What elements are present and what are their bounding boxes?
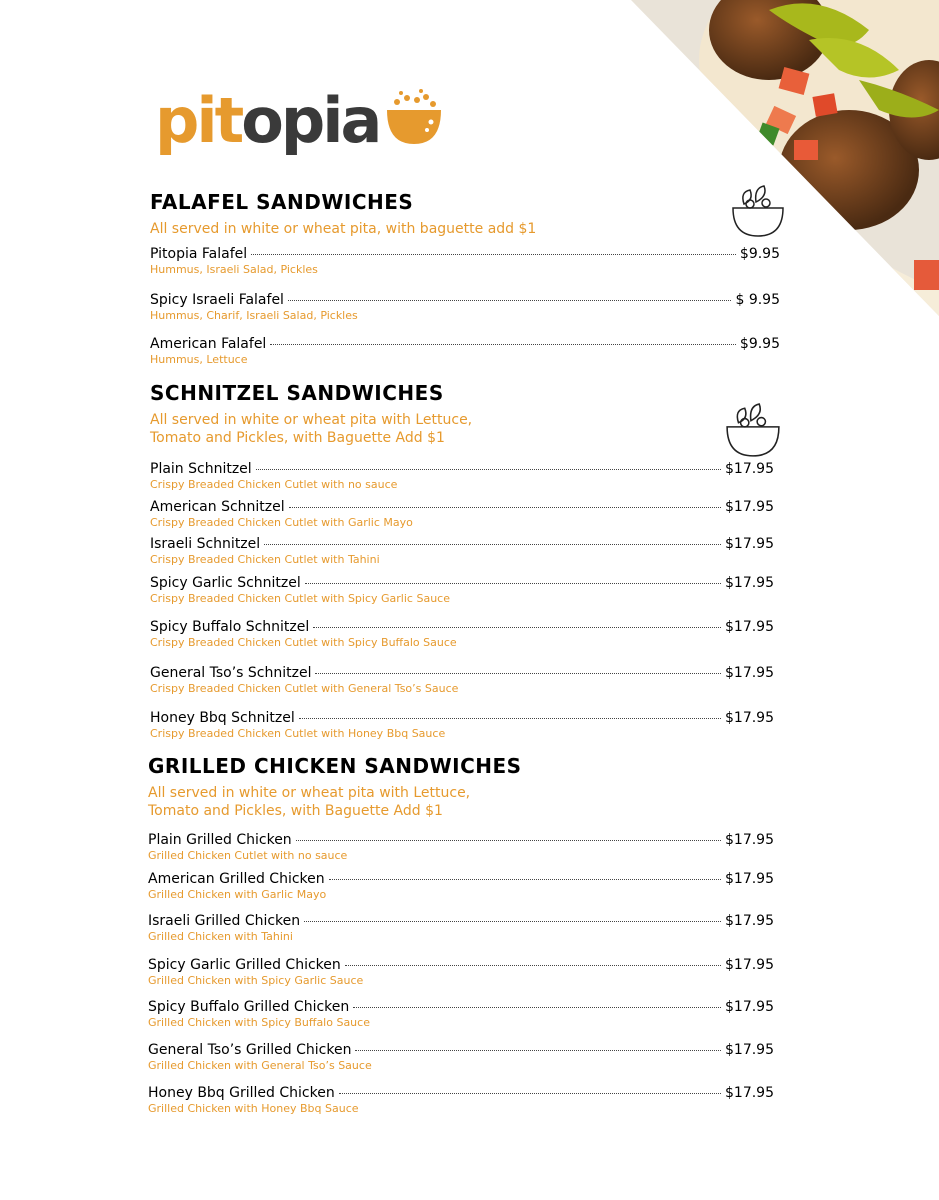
menu-item [150,619,774,649]
section-title: FALAFEL SANDWICHES [150,190,414,214]
dot-leader [270,344,736,345]
item-price: $17.95 [725,499,774,515]
item-description: Grilled Chicken with General Tso’s Sauce [148,1059,372,1072]
dot-leader [329,879,721,880]
section-note: All served in white or wheat pita with Lettuce, Tomato and Pickles, with Baguette Add $1 [148,785,471,819]
menu-item [148,957,774,987]
section-grilled-chicken [148,754,774,1124]
item-description: Hummus, Israeli Salad, Pickles [150,263,318,276]
item-name: Spicy Garlic Grilled Chicken [148,957,341,973]
menu-item [150,536,774,566]
item-description: Grilled Chicken with Spicy Buffalo Sauce [148,1016,370,1029]
item-name: Plain Grilled Chicken [148,832,292,848]
item-name: Spicy Garlic Schnitzel [150,575,301,591]
item-price: $17.95 [725,1085,774,1101]
salad-bowl-icon [730,184,786,240]
item-price: $17.95 [725,913,774,929]
logo-text-pit: pit [155,84,242,157]
logo-bowl-icon [383,86,445,148]
dot-leader [289,507,721,508]
dot-leader [304,921,721,922]
item-price: $ 9.95 [735,292,780,308]
item-description: Hummus, Lettuce [150,353,248,366]
item-description: Crispy Breaded Chicken Cutlet with Garlic Mayo [150,516,413,529]
menu-item [150,336,780,366]
item-price: $9.95 [739,246,780,262]
menu-item [148,999,774,1029]
dot-leader [315,673,721,674]
item-description: Crispy Breaded Chicken Cutlet with Spicy Garlic Sauce [150,592,450,605]
section-title: GRILLED CHICKEN SANDWICHES [148,754,522,778]
item-name: Spicy Israeli Falafel [150,292,284,308]
item-name: Spicy Buffalo Grilled Chicken [148,999,350,1015]
dot-leader [299,718,721,719]
item-name: General Tso’s Schnitzel [150,665,312,681]
section-note: All served in white or wheat pita, with baguette add $1 [150,221,537,237]
item-name: Israeli Schnitzel [150,536,261,552]
item-price: $17.95 [725,575,774,591]
item-description: Crispy Breaded Chicken Cutlet with Spicy Buffalo Sauce [150,636,457,649]
menu-item [150,499,774,529]
logo-text-opia: opia [241,84,380,157]
section-title: SCHNITZEL SANDWICHES [150,381,444,405]
menu-item [148,871,774,901]
dot-leader [256,469,721,470]
item-description: Crispy Breaded Chicken Cutlet with General Tso’s Sauce [150,682,459,695]
item-price: $17.95 [725,536,774,552]
dot-leader [251,254,736,255]
item-price: $17.95 [725,461,774,477]
item-description: Grilled Chicken with Garlic Mayo [148,888,327,901]
menu-item [148,1042,774,1072]
dot-leader [296,840,721,841]
item-description: Grilled Chicken with Honey Bbq Sauce [148,1102,359,1115]
dot-leader [345,965,721,966]
menu-item [150,710,774,740]
section-note: All served in white or wheat pita with Lettuce, Tomato and Pickles, with Baguette Add $1 [150,412,473,446]
item-description: Grilled Chicken with Spicy Garlic Sauce [148,974,364,987]
menu-item [150,461,774,491]
dot-leader [355,1050,721,1051]
dot-leader [305,583,721,584]
item-description: Crispy Breaded Chicken Cutlet with no sauce [150,478,398,491]
menu-item [150,575,774,605]
item-description: Grilled Chicken with Tahini [148,930,293,943]
menu-item [148,832,774,862]
item-price: $9.95 [739,336,780,352]
item-price: $17.95 [725,1042,774,1058]
item-description: Crispy Breaded Chicken Cutlet with Honey Bbq Sauce [150,727,446,740]
section-schnitzel [150,381,774,746]
menu-item [150,246,780,276]
item-price: $17.95 [725,665,774,681]
item-description: Hummus, Charif, Israeli Salad, Pickles [150,309,358,322]
section-falafel [150,190,780,370]
dot-leader [288,300,732,301]
menu-item [148,913,774,943]
item-name: Honey Bbq Schnitzel [150,710,295,726]
item-price: $17.95 [725,871,774,887]
menu-item [150,665,774,695]
item-description: Crispy Breaded Chicken Cutlet with Tahini [150,553,380,566]
item-name: Pitopia Falafel [150,246,248,262]
salad-bowl-icon [724,402,782,460]
item-name: American Grilled Chicken [148,871,325,887]
item-name: American Falafel [150,336,267,352]
item-name: Spicy Buffalo Schnitzel [150,619,310,635]
menu-item [148,1085,774,1115]
menu-item [150,292,780,322]
item-name: Israeli Grilled Chicken [148,913,301,929]
item-price: $17.95 [725,619,774,635]
dot-leader [264,544,721,545]
item-name: American Schnitzel [150,499,285,515]
dot-leader [339,1093,721,1094]
item-name: General Tso’s Grilled Chicken [148,1042,352,1058]
item-description: Grilled Chicken Cutlet with no sauce [148,849,348,862]
brand-logo [155,84,445,157]
dot-leader [313,627,721,628]
item-name: Plain Schnitzel [150,461,252,477]
item-price: $17.95 [725,710,774,726]
item-price: $17.95 [725,832,774,848]
item-price: $17.95 [725,999,774,1015]
dot-leader [353,1007,721,1008]
item-price: $17.95 [725,957,774,973]
item-name: Honey Bbq Grilled Chicken [148,1085,335,1101]
